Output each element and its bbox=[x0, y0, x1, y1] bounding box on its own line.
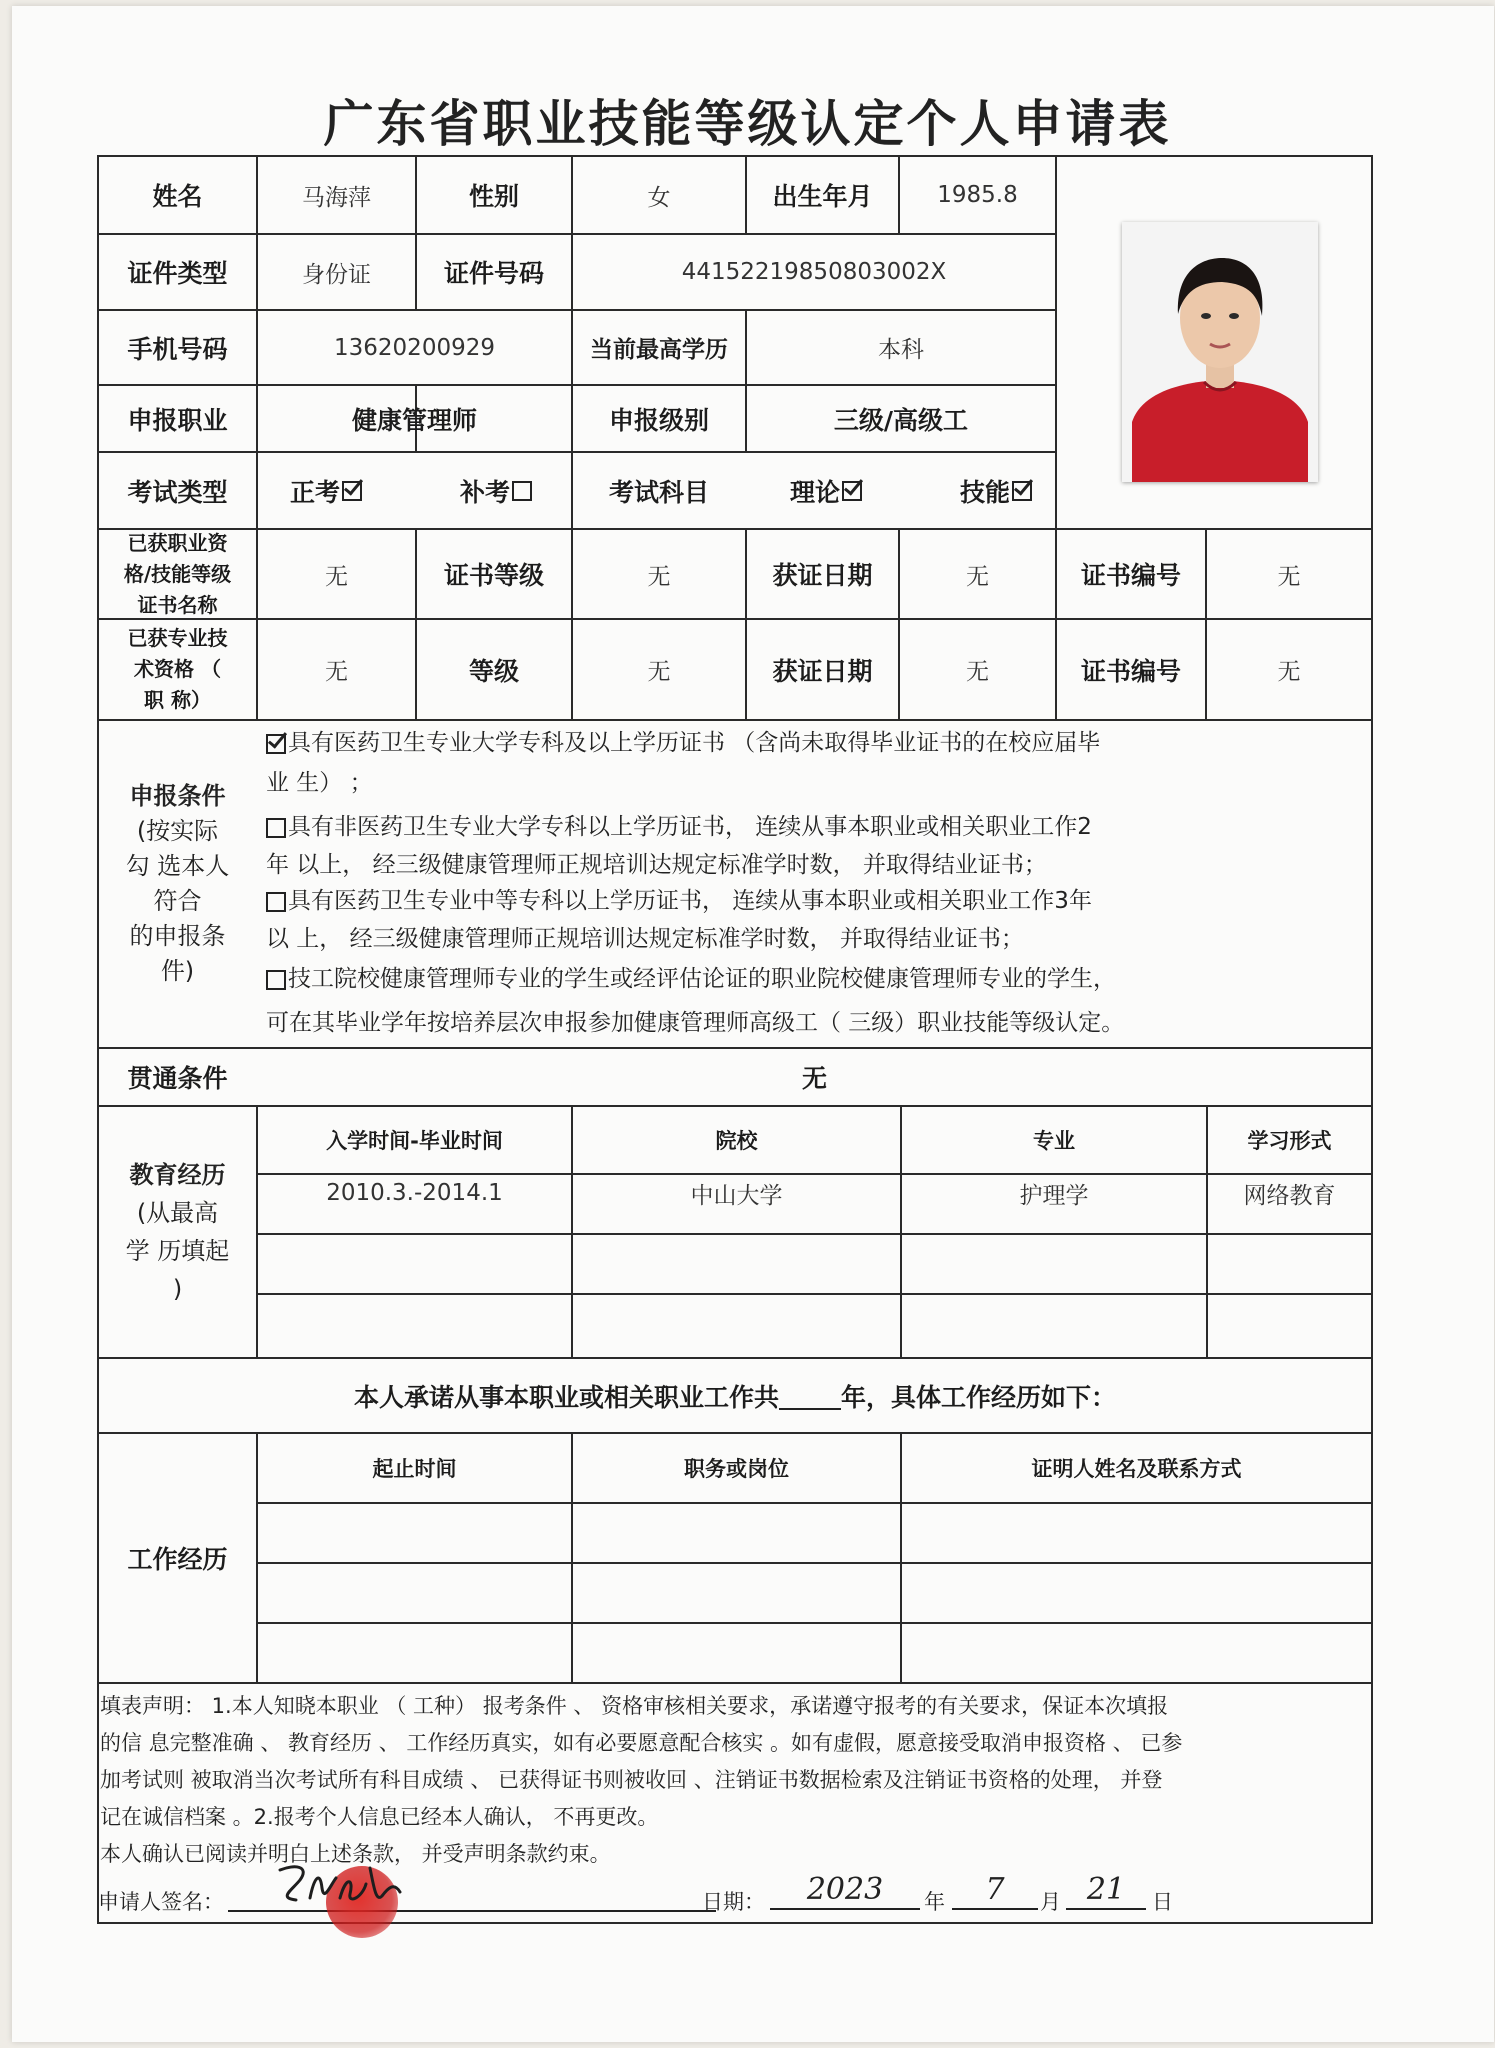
edu-header-period: 入学时间-毕业时间 bbox=[326, 1129, 503, 1153]
work-header-referee: 证明人姓名及联系方式 bbox=[1031, 1457, 1242, 1481]
condition-item[interactable] bbox=[264, 882, 1092, 920]
work-header-period: 起止时间 bbox=[372, 1457, 457, 1481]
portrait-image bbox=[1122, 222, 1318, 482]
condition-text: 技工院校健康管理师专业的学生或经评估论证的职业院校健康管理师专业的学生， bbox=[288, 966, 1116, 992]
condition-text: 具有医药卫生专业大学专科及以上学历证书 （含尚未取得毕业证书的在校应届毕 bbox=[288, 730, 1101, 756]
grid-line bbox=[256, 1622, 1372, 1624]
month-value[interactable]: 7 bbox=[952, 1872, 1038, 1910]
qualification-name-value: 无 bbox=[325, 563, 348, 590]
conditions-label-line: 勾 选本人 bbox=[125, 852, 230, 880]
cert-number-value: 无 bbox=[1277, 563, 1301, 590]
condition-item[interactable] bbox=[264, 960, 1116, 998]
month-label: 月 bbox=[1040, 1890, 1061, 1914]
qualification-label-line: 格/技能等级 bbox=[123, 561, 232, 586]
education-history-label-line: 学 历填起 bbox=[125, 1237, 230, 1265]
condition-item[interactable] bbox=[264, 808, 1092, 846]
exam-subject-label: 考试科目 bbox=[608, 477, 709, 507]
edu-cell-major: 护理学 bbox=[1019, 1182, 1089, 1209]
tech-number-label: 证书编号 bbox=[1080, 656, 1181, 686]
grid-line bbox=[256, 1502, 1372, 1504]
theory-checkbox[interactable] bbox=[842, 481, 862, 501]
conditions-label bbox=[99, 721, 256, 1047]
grade-label: 等级 bbox=[468, 656, 519, 686]
work-history-label: 工作经历 bbox=[127, 1545, 228, 1574]
through-condition-value: 无 bbox=[801, 1064, 827, 1093]
work-header-position: 职务或岗位 bbox=[684, 1457, 789, 1481]
technical-title-value: 无 bbox=[325, 659, 348, 685]
education-label: 当前最高学历 bbox=[590, 337, 728, 363]
education-history-label-line: ) bbox=[172, 1275, 183, 1303]
education-history-label-line: (从最高 bbox=[136, 1199, 219, 1227]
condition-text-continued: 业 生） ； bbox=[266, 770, 373, 796]
conditions-label-line: 符合 bbox=[153, 887, 202, 915]
declaration-line: 本人确认已阅读并明白上述条款， 并受声明条款约束。 bbox=[100, 1842, 611, 1866]
cert-date-value: 无 bbox=[966, 563, 989, 590]
grid-line bbox=[98, 1682, 1372, 1684]
occupation-label: 申报职业 bbox=[127, 405, 228, 435]
skill-option[interactable] bbox=[960, 453, 1060, 528]
skill-checkbox[interactable] bbox=[1012, 481, 1032, 501]
tech-date-value: 无 bbox=[966, 659, 989, 685]
commitment-text-after: 年，具体工作经历如下： bbox=[841, 1382, 1117, 1412]
technical-title-label-line: 术资格 （ bbox=[134, 657, 221, 681]
conditions-label-line: 件) bbox=[160, 957, 195, 985]
formal-exam-checkbox[interactable] bbox=[342, 481, 362, 501]
edu-header-mode: 学习形式 bbox=[1247, 1129, 1332, 1153]
conditions-label-line: 申报条件 bbox=[129, 782, 226, 810]
declaration bbox=[100, 1688, 1370, 1873]
id-number-value: 44152219850803002X bbox=[681, 259, 947, 285]
sign-label: 申请人签名： bbox=[98, 1890, 224, 1914]
day-value[interactable]: 21 bbox=[1066, 1872, 1146, 1910]
applicant-photo bbox=[1122, 222, 1318, 482]
education-value: 本科 bbox=[878, 337, 924, 363]
commitment-text-before: 本人承诺从事本职业或相关职业工作共 bbox=[353, 1382, 779, 1412]
condition-checkbox[interactable] bbox=[266, 734, 286, 754]
technical-title-label-line: 职 称） bbox=[144, 688, 211, 712]
form-title: 广东省职业技能等级认定个人申请表 bbox=[323, 95, 1172, 153]
edu-cell-period: 2010.3.-2014.1 bbox=[326, 1180, 503, 1206]
work-commitment-line bbox=[99, 1359, 1371, 1432]
tech-date-label: 获证日期 bbox=[772, 656, 873, 686]
technical-title-label bbox=[99, 620, 256, 719]
makeup-exam-option[interactable] bbox=[460, 453, 570, 528]
year-label: 年 bbox=[924, 1890, 945, 1914]
name-value: 马海萍 bbox=[302, 184, 371, 211]
edu-cell-school: 中山大学 bbox=[690, 1182, 783, 1209]
id-number-label: 证件号码 bbox=[443, 259, 544, 288]
id-type-label: 证件类型 bbox=[127, 259, 228, 288]
condition-text-continued: 年 以上， 经三级健康管理师正规培训达规定标准学时数， 并取得结业证书； bbox=[266, 852, 1047, 878]
id-type-value: 身份证 bbox=[302, 261, 371, 288]
level-value: 三级/高级工 bbox=[833, 405, 969, 435]
through-condition-label: 贯通条件 bbox=[127, 1064, 228, 1093]
conditions-label-line: 的申报条 bbox=[129, 922, 226, 950]
name-label: 姓名 bbox=[152, 182, 203, 211]
qualification-label-line: 已获职业资 bbox=[127, 530, 228, 555]
year-value[interactable]: 2023 bbox=[770, 1872, 920, 1910]
grade-value: 无 bbox=[647, 659, 671, 685]
grid-line bbox=[98, 719, 1372, 721]
edu-header-major: 专业 bbox=[1033, 1129, 1075, 1153]
condition-checkbox[interactable] bbox=[266, 892, 286, 912]
day-label: 日 bbox=[1152, 1890, 1173, 1914]
gender-label: 性别 bbox=[468, 182, 519, 211]
formal-exam-label: 正考 bbox=[290, 477, 341, 507]
handwritten-signature bbox=[270, 1858, 420, 1918]
gender-value: 女 bbox=[647, 184, 671, 211]
occupation-value: 健康管理师 bbox=[351, 405, 477, 435]
grid-line bbox=[256, 1293, 1372, 1295]
birth-label: 出生年月 bbox=[772, 182, 873, 211]
condition-item[interactable] bbox=[264, 724, 1100, 762]
declaration-line: 记在诚信档案 。2.报考个人信息已经本人确认， 不再更改。 bbox=[100, 1805, 659, 1829]
level-label: 申报级别 bbox=[608, 405, 709, 435]
formal-exam-option[interactable] bbox=[290, 453, 400, 528]
declaration-line: 填表声明： 1.本人知晓本职业 （ 工种） 报考条件 、 资格审核相关要求，承诺遵守报考的有关要求，保证本次填报 bbox=[100, 1694, 1169, 1718]
exam-type-label: 考试类型 bbox=[127, 477, 228, 507]
qualification-label bbox=[99, 530, 256, 618]
grid-line bbox=[98, 1922, 1372, 1924]
makeup-exam-label: 补考 bbox=[460, 477, 511, 507]
date-label: 日期： bbox=[702, 1890, 765, 1914]
grid-line bbox=[1371, 155, 1373, 1924]
condition-checkbox[interactable] bbox=[266, 818, 286, 838]
grid-line bbox=[256, 1562, 1372, 1564]
declaration-line: 加考试则 被取消当次考试所有科目成绩 、 已获得证书则被收回 、注销证书数据检索及注销证书资格的处理， 并登 bbox=[100, 1768, 1163, 1792]
skill-label: 技能 bbox=[960, 477, 1011, 507]
condition-text: 具有医药卫生专业中等专科以上学历证书， 连续从事本职业或相关职业工作3年 bbox=[288, 888, 1092, 914]
education-history-label-line: 教育经历 bbox=[129, 1161, 226, 1189]
edu-cell-mode: 网络教育 bbox=[1243, 1182, 1336, 1209]
years-blank[interactable] bbox=[779, 1382, 841, 1410]
cert-grade-value: 无 bbox=[647, 563, 671, 590]
tech-number-value: 无 bbox=[1277, 659, 1301, 685]
conditions-label-line: (按实际 bbox=[136, 817, 219, 845]
phone-value: 13620200929 bbox=[334, 334, 495, 361]
theory-label: 理论 bbox=[790, 477, 841, 507]
birth-value: 1985.8 bbox=[937, 182, 1018, 208]
education-history-label bbox=[99, 1107, 256, 1357]
condition-text: 具有非医药卫生专业大学专科以上学历证书， 连续从事本职业或相关职业工作2 bbox=[288, 814, 1092, 840]
condition-checkbox[interactable] bbox=[266, 970, 286, 990]
technical-title-label-line: 已获专业技 bbox=[127, 626, 228, 650]
cert-grade-label: 证书等级 bbox=[443, 561, 544, 590]
cert-number-label: 证书编号 bbox=[1080, 561, 1181, 590]
cert-date-label: 获证日期 bbox=[772, 561, 873, 590]
edu-header-school: 院校 bbox=[715, 1129, 758, 1153]
qualification-label-line: 证书名称 bbox=[137, 592, 218, 617]
phone-label: 手机号码 bbox=[127, 334, 228, 364]
theory-option[interactable] bbox=[790, 453, 900, 528]
condition-text-continued: 以 上， 经三级健康管理师正规培训达规定标准学时数， 并取得结业证书； bbox=[266, 926, 1024, 952]
declaration-line: 的信 息完整准确 、 教育经历 、 工作经历真实，如有必要愿意配合核实 。如有虚假，愿意接受取消申报资格 、 已参 bbox=[100, 1731, 1183, 1755]
makeup-exam-checkbox[interactable] bbox=[512, 481, 532, 501]
condition-text-continued: 可在其毕业学年按培养层次申报参加健康管理师高级工（ 三级）职业技能等级认定。 bbox=[266, 1010, 1125, 1036]
grid-line bbox=[256, 1233, 1372, 1235]
